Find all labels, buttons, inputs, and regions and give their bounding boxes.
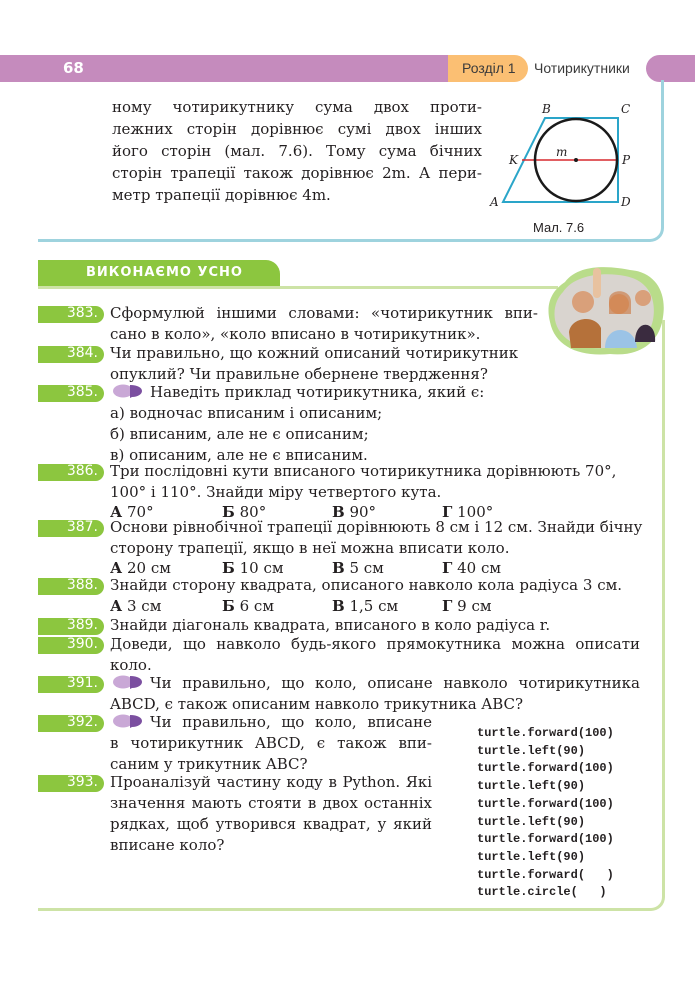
- exercise-385: Наведіть приклад чотирикутника, який є: а) водночас вписаним і описаним; б) вписаним, але не є описаним; в) описаним, але не є вписаним.: [110, 383, 485, 464]
- svg-text:B: B: [542, 102, 551, 116]
- exercise-384: Чи правильно, що кожний описаний чотирикутник опуклий? Чи правильне обернене твердження?: [110, 344, 519, 383]
- code-line: turtle.forward( ): [477, 867, 614, 882]
- section-frame-right: [662, 320, 665, 890]
- exercise-number-badge: 390.: [38, 637, 104, 654]
- code-line: turtle.left(90): [477, 743, 586, 758]
- exercise-number-badge: 385.: [38, 385, 104, 402]
- trapezoid-incircle-figure: [485, 100, 655, 230]
- code-line: turtle.forward(100): [477, 832, 614, 847]
- code-line: turtle.forward(100): [477, 726, 614, 740]
- svg-text:C: C: [621, 102, 631, 116]
- discussion-icon: [110, 714, 144, 728]
- section-frame-bottom: [38, 908, 650, 911]
- intro-line: сторін трапеції також дорівнює 2m. А пери-: [112, 164, 482, 182]
- exercise-391: Чи правильно, що коло, описане навколо чотирикутника ABCD, є також описаним навколо трикутника ABC?: [110, 674, 640, 713]
- exercise-number-badge: 388.: [38, 578, 104, 595]
- page-number: 68: [63, 59, 84, 77]
- exercise-number-badge: 393.: [38, 775, 104, 792]
- code-line: turtle.left(90): [477, 779, 586, 794]
- exercise-393: Проаналізуй частину коду в Python. Які значення мають стояти в двох останніх рядках, щоб утворився квадрат, у який вписане коло?: [110, 773, 432, 854]
- code-line: turtle.left(90): [477, 849, 586, 864]
- svg-text:A: A: [490, 195, 499, 209]
- students-photo: [545, 262, 667, 362]
- exercise-383: Сформулюй іншими словами: «чотирикутник впи- сано в коло», «коло вписано в чотирикутник».: [110, 304, 538, 343]
- exercise-number-badge: 389.: [38, 618, 104, 635]
- section-label: Розділ 1: [462, 60, 516, 76]
- section-title: ВИКОНАЄМО УСНО: [86, 265, 243, 280]
- figure-caption: Мал. 7.6: [533, 220, 585, 235]
- svg-text:m: m: [556, 145, 568, 159]
- section-frame-corner: [635, 880, 665, 911]
- svg-text:K: K: [509, 153, 518, 167]
- intro-line: лежних сторін дорівнює сумі двох інших: [112, 120, 482, 138]
- exercise-389: Знайди діагональ квадрата, вписаного в коло радіуса r.: [110, 616, 551, 634]
- exercise-387: Основи рівнобічної трапеції дорівнюють 8 см і 12 см. Знайди бічну сторону трапеції, якщо в неї можна вписати коло.: [110, 518, 643, 557]
- intro-line: ному чотирикутнику сума двох проти-: [112, 98, 482, 116]
- exercise-number-badge: 387.: [38, 520, 104, 537]
- exercise-number-badge: 391.: [38, 676, 104, 693]
- svg-text:P: P: [622, 153, 631, 167]
- exercise-388: Знайди сторону квадрата, описаного навколо кола радіуса 3 см.: [110, 576, 623, 594]
- python-code-block: [477, 725, 614, 902]
- header-band-end: [646, 55, 695, 82]
- exercise-number-badge: 383.: [38, 306, 104, 323]
- code-line: turtle.forward(100): [477, 761, 614, 776]
- code-line: turtle.left(90): [477, 814, 586, 829]
- exercise-number-badge: 392.: [38, 715, 104, 732]
- exercise-392: Чи правильно, що коло, вписане в чотирикутник ABCD, є також впи- саним у трикутник ABC?: [110, 713, 432, 773]
- exercise-number-badge: 384.: [38, 346, 104, 363]
- discussion-icon: [110, 384, 144, 398]
- code-line: turtle.circle( ): [477, 885, 607, 900]
- exercise-390: Доведи, що навколо будь-якого прямокутника можна описати коло.: [110, 635, 640, 674]
- intro-line: його сторін (мал. 7.6). Тому сума бічних: [112, 142, 482, 160]
- intro-paragraph: [112, 96, 482, 206]
- code-line: turtle.forward(100): [477, 796, 614, 811]
- exercise-number-badge: 386.: [38, 464, 104, 481]
- discussion-icon: [110, 675, 144, 689]
- section-divider: [38, 286, 558, 289]
- exercise-386: Три послідовні кути вписаного чотирикутника дорівнюють 70°, 100° і 110°. Знайди міру четвертого кута.: [110, 462, 617, 501]
- svg-text:D: D: [621, 195, 631, 209]
- chapter-title: Чотирикутники: [534, 60, 630, 76]
- intro-line: метр трапеції дорівнює 4m.: [112, 186, 331, 204]
